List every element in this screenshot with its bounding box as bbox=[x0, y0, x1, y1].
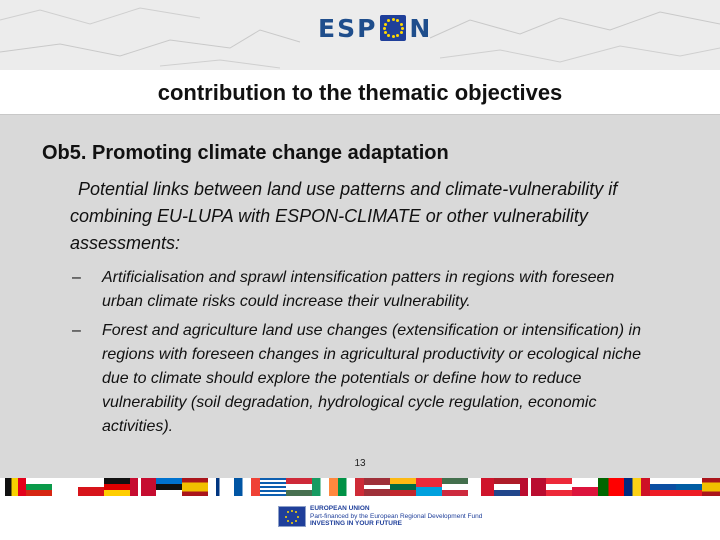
flag-icon bbox=[650, 478, 676, 496]
eu-stars-icon bbox=[380, 15, 406, 41]
objective-heading: Ob5. Promoting climate change adaptation bbox=[42, 142, 449, 164]
eu-label: EUROPEAN UNION bbox=[310, 505, 370, 512]
eu-slogan: INVESTING IN YOUR FUTURE bbox=[310, 520, 402, 527]
flag-icon bbox=[156, 478, 182, 496]
flag-icon bbox=[26, 478, 52, 496]
flag-icon bbox=[338, 478, 364, 496]
flag-icon bbox=[390, 478, 416, 496]
flag-icon bbox=[520, 478, 546, 496]
bullet-dash: – bbox=[72, 322, 81, 339]
flag-icon bbox=[286, 478, 312, 496]
flag-icon bbox=[0, 478, 26, 496]
flag-icon bbox=[702, 478, 720, 496]
flag-icon bbox=[130, 478, 156, 496]
flag-icon bbox=[442, 478, 468, 496]
flag-icon bbox=[546, 478, 572, 496]
flag-icon bbox=[416, 478, 442, 496]
flag-strip bbox=[0, 478, 720, 496]
flag-icon bbox=[572, 478, 598, 496]
flag-icon bbox=[494, 478, 520, 496]
eu-flag-icon bbox=[278, 506, 306, 527]
bullet-item bbox=[72, 266, 652, 314]
espon-logo bbox=[318, 12, 432, 44]
footer bbox=[0, 496, 720, 540]
flag-icon bbox=[260, 478, 286, 496]
flag-icon bbox=[676, 478, 702, 496]
flag-icon bbox=[78, 478, 104, 496]
flag-icon bbox=[624, 478, 650, 496]
flag-icon bbox=[468, 478, 494, 496]
eu-fund-label: Part-financed by the European Regional Development Fund bbox=[310, 512, 483, 520]
intro-paragraph: Potential links between land use patterns and climate-vulnerability if combining EU-LUPA with ESPON-CLIMATE or other vulnerability assessments: bbox=[70, 179, 618, 253]
flag-icon bbox=[364, 478, 390, 496]
flag-icon bbox=[312, 478, 338, 496]
bullet-text: Artificialisation and sprawl intensification patters in regions with foreseen urban climate risks could increase their vulnerability. bbox=[102, 269, 615, 310]
flag-icon bbox=[182, 478, 208, 496]
bullet-item bbox=[72, 319, 652, 439]
flag-icon bbox=[104, 478, 130, 496]
slide-title: contribution to the thematic objectives bbox=[157, 80, 563, 105]
flag-icon bbox=[52, 478, 78, 496]
bullet-text: Forest and agriculture land use changes (extensification or intensification) in regions with foreseen changes in agricultural productivity or ecological niche due to climate should explore the potentials or define how to reduce vulnerability (soil degradation, hydrological cycle regulation, economic activities). bbox=[102, 322, 641, 435]
logo-text-right: N bbox=[409, 13, 433, 43]
bullet-dash: – bbox=[72, 269, 81, 286]
page-number: 13 bbox=[354, 458, 366, 469]
flag-icon bbox=[598, 478, 624, 496]
flag-icon bbox=[234, 478, 260, 496]
bullet-list bbox=[72, 266, 652, 444]
title-band bbox=[0, 70, 720, 115]
header-band bbox=[0, 0, 720, 70]
logo-text-left: ESP bbox=[318, 13, 378, 43]
flag-icon bbox=[208, 478, 234, 496]
eu-funding-text bbox=[310, 505, 482, 528]
